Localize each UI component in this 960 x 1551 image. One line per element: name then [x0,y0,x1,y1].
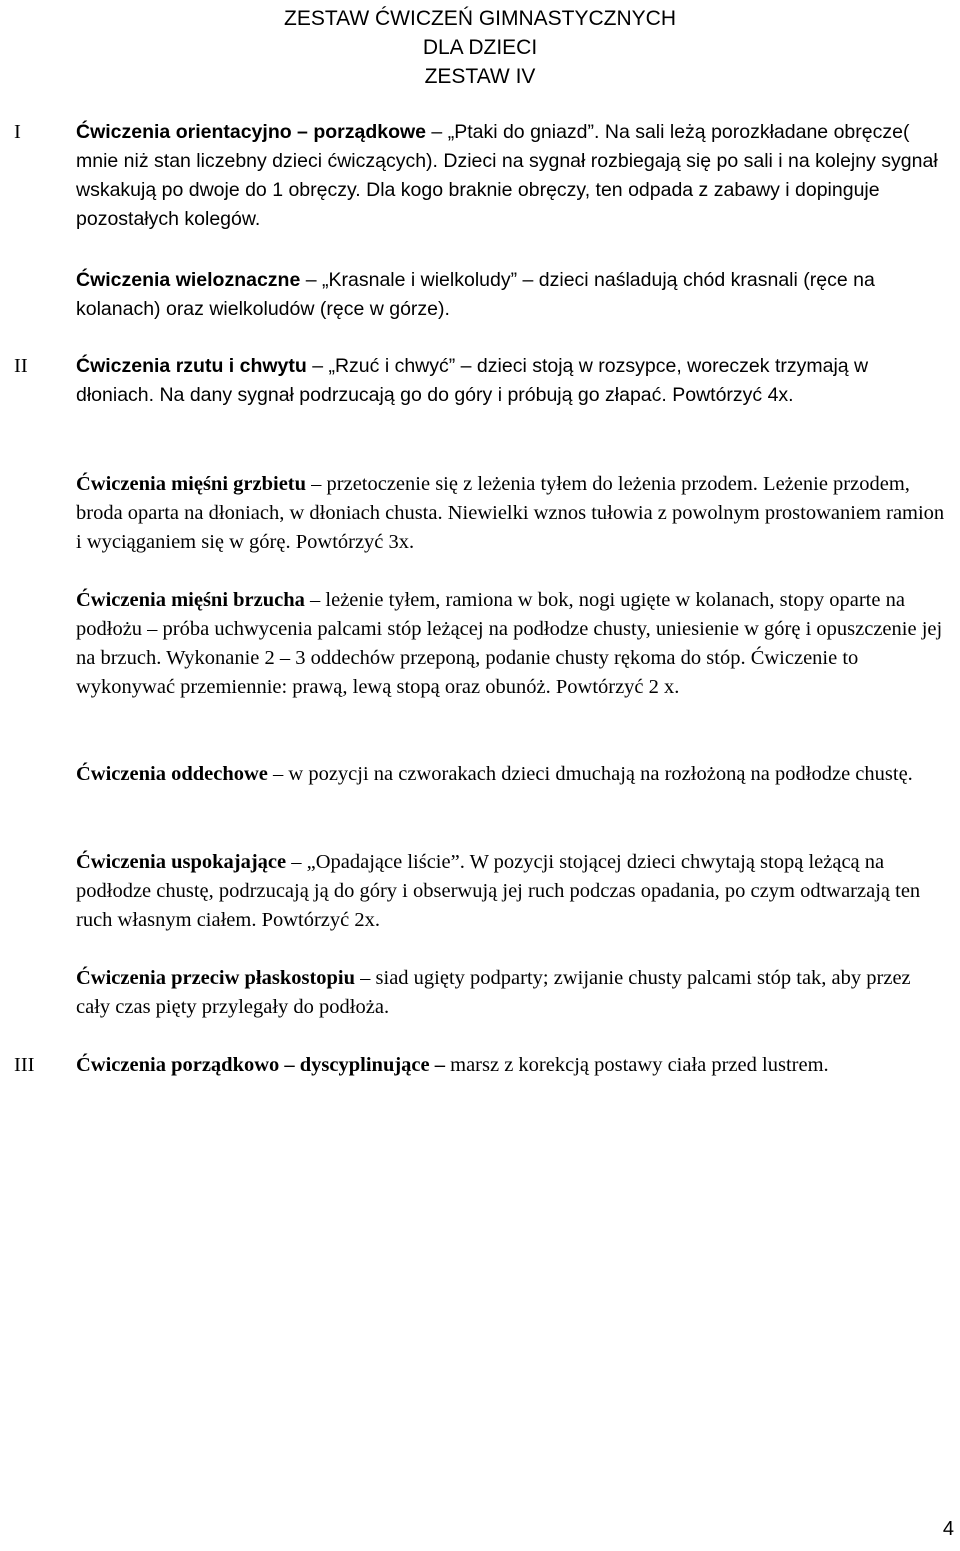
paragraph-heading: Ćwiczenia przeciw płaskostopiu [76,967,356,989]
title-line-3: ZESTAW IV [424,65,536,88]
paragraph-abdominal-exercises [76,586,948,702]
paragraph-body: – przetoczenie się z leżenia tyłem do leżenia przodem. Leżenie przodem, broda oparta na dłoniach, w dłoniach chusta. Niewielki wznos tułowia z powolnym prostowaniem ramion i wyciąganiem się w górę. Powtórzyć 3x. [76,473,945,553]
paragraph-heading: Ćwiczenia rzutu i chwytu [76,355,307,377]
paragraph-discipline-exercises [76,1051,948,1080]
paragraph-body: – „Krasnale i wielkoludy” – dzieci naśladują chód krasnali (ręce na kolanach) oraz wielkoludów (ręce w górze). [76,269,875,320]
paragraph-heading: Ćwiczenia wieloznaczne [76,269,301,291]
paragraph-multipurpose-exercises [76,266,948,324]
paragraph-heading: Ćwiczenia orientacyjno – porządkowe [76,121,427,143]
paragraph-body: – „Ptaki do gniazd”. Na sali leżą porozkładane obręcze( mnie niż stan liczebny dzieci ćwiczących). Dzieci na sygnał rozbiegają się po sali i na kolejny sygnał wskakują po dwoje do 1 obręczy. Dla kogo braknie obręczy, ten odpada z zabawy i dopinguje pozostałych kolegów. [76,121,938,230]
paragraph-heading: Ćwiczenia oddechowe [76,763,268,785]
paragraph-body: – „Rzuć i chwyć” – dzieci stoją w rozsypce, woreczek trzymają w dłoniach. Na dany sygnał podrzucają go do góry i próbują go złapać. Powtórzyć 4x. [76,355,869,406]
paragraph-heading: Ćwiczenia mięśni grzbietu [76,473,307,495]
document-title [0,4,960,91]
paragraph-breathing-exercises [76,760,948,789]
paragraph-flatfoot-exercises [76,964,948,1022]
paragraph-body: – „Opadające liście”. W pozycji stojącej dzieci chwytają stopą leżącą na podłodze chustę, podrzucają ją do góry i obserwują jej ruch podczas opadania, po czym odtwarzają ten ruch własnym ciałem. Powtórzyć 2x. [76,851,921,931]
paragraph-orientation-exercises [76,118,948,234]
paragraph-heading: Ćwiczenia porządkowo – dyscyplinujące – [76,1054,445,1076]
paragraph-body: – leżenie tyłem, ramiona w bok, nogi ugięte w kolanach, stopy oparte na podłożu – próba uchwycenia palcami stóp leżącej na podłodze chusty, uniesienie w górę i opuszczenie jej na brzuch. Wykonanie 2 – 3 oddechów przeponą, podanie chusty rękoma do stóp. Ćwiczenie to wykonywać przemiennie: prawą, lewą stopą oraz obunóż. Powtórzyć 2 x. [76,589,943,698]
paragraph-throw-catch-exercises [76,352,948,410]
paragraph-body: marsz z korekcją postawy ciała przed lustrem. [445,1054,829,1076]
paragraph-body: – siad ugięty podparty; zwijanie chusty palcami stóp tak, aby przez cały czas pięty przylegały do podłoża. [76,967,911,1018]
section-label-2: II [14,355,28,377]
page-number: 4 [942,1518,954,1540]
paragraph-heading: Ćwiczenia uspokajające [76,851,287,873]
title-line-1: ZESTAW ĆWICZEŃ GIMNASTYCZNYCH [284,7,676,30]
title-line-2: DLA DZIECI [422,36,538,59]
paragraph-heading: Ćwiczenia mięśni brzucha [76,589,305,611]
paragraph-calming-exercises [76,848,948,935]
paragraph-body: – w pozycji na czworakach dzieci dmuchają na rozłożoną na podłodze chustę. [267,763,913,785]
paragraph-back-muscles-exercises [76,470,948,557]
section-label-3: III [14,1054,35,1076]
section-label-1: I [14,121,21,143]
